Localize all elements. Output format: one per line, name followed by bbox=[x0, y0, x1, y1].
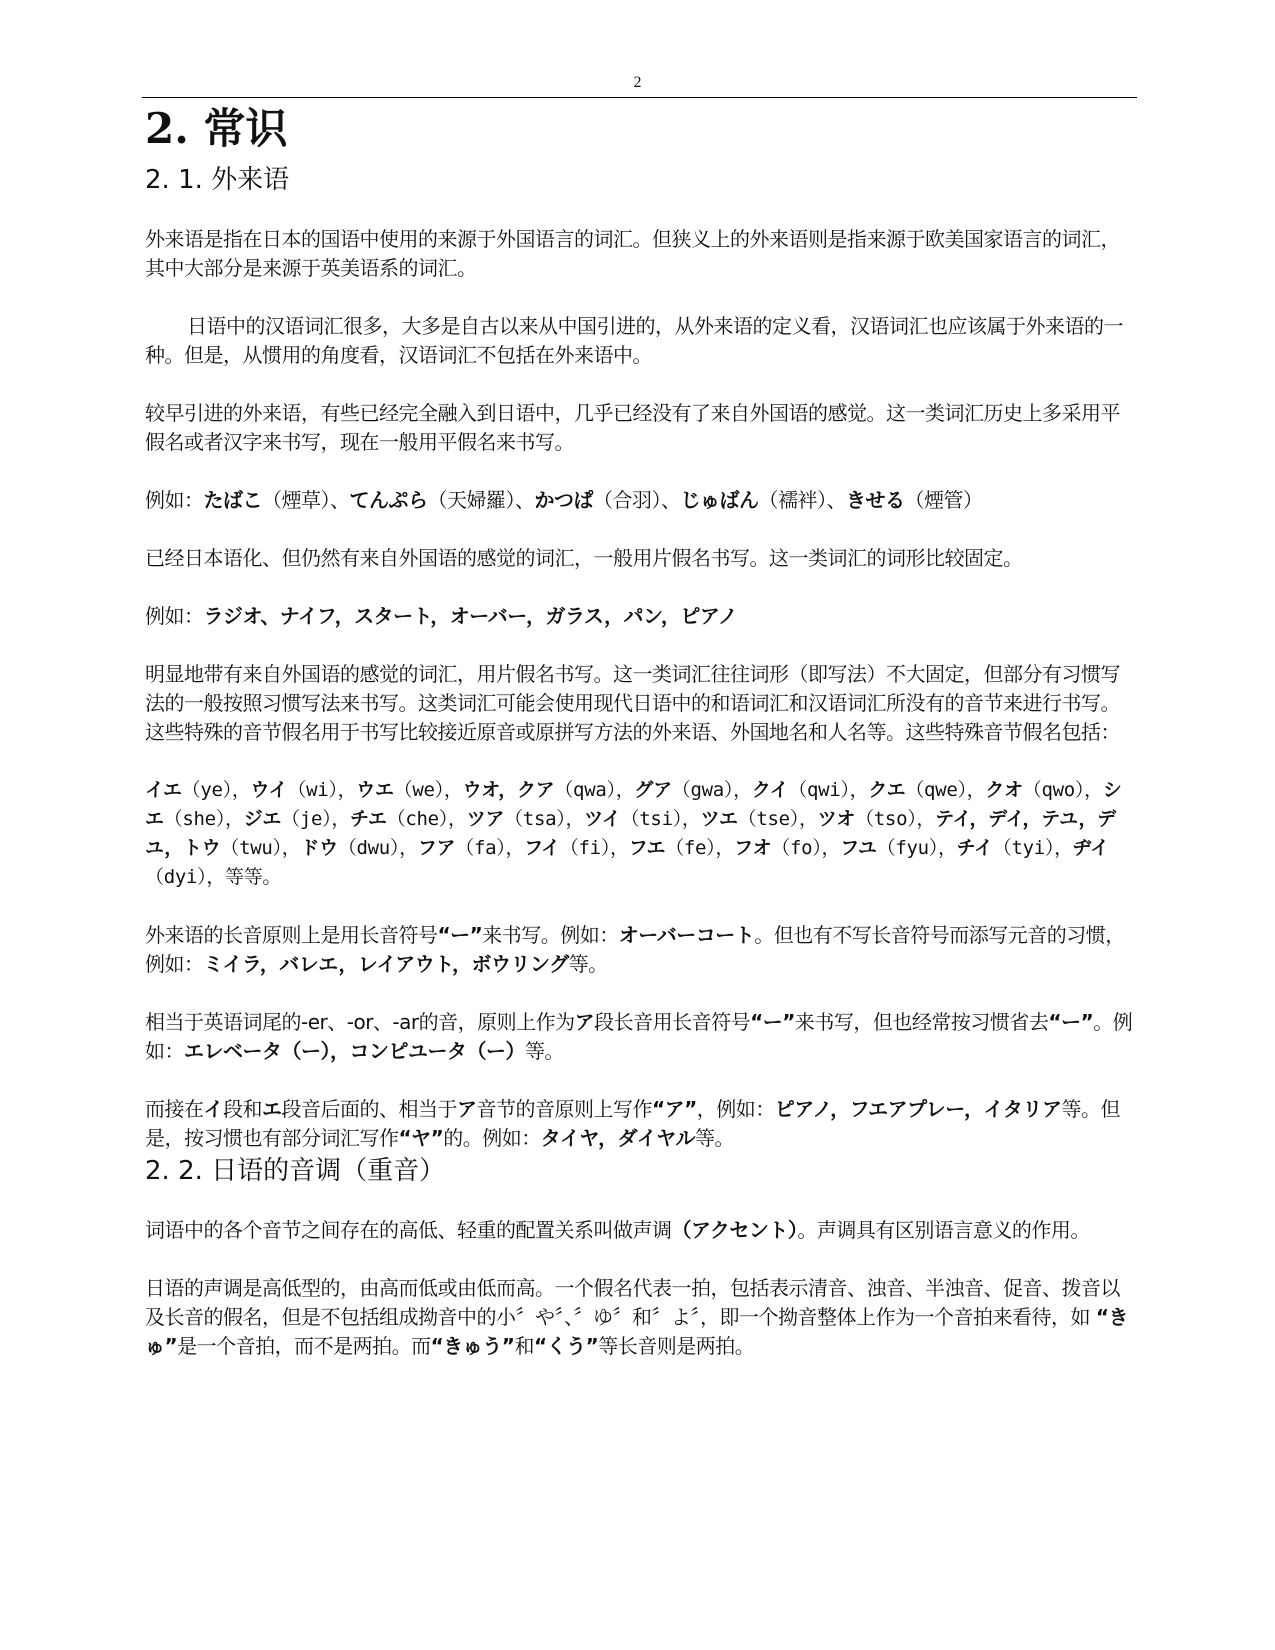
romaji: （dwu） bbox=[337, 837, 400, 859]
example-kanji: （合羽）、 bbox=[593, 488, 681, 512]
paragraph: 日语中的汉语词汇很多，大多是自古以来从中国引进的，从外来语的定义看，汉语词汇也应该属于外来语的一种。但是，从惯用的角度看，汉语词汇不包括在外来语中。 bbox=[145, 314, 1123, 367]
romaji: （qwe） bbox=[905, 779, 967, 801]
kana: フオ bbox=[734, 837, 772, 859]
text: 等。 bbox=[568, 952, 608, 976]
paragraph: 明显地带有来自外国语的感觉的词汇，用片假名书写。这一类词汇往往词形（即写法）不大固定，但部分有习惯写法的一般按照习惯写法来书写。这类词汇可能会使用现代日语中的和语词汇和汉语词汇所没有的音节来进行书写。这些特殊的音节假名用于书写比较接近原音或原拼写方法的外来语、外国地名和人名等。这些特殊音节假名包括： bbox=[145, 662, 1120, 744]
text: 是一个音拍，而不是两拍。而 bbox=[177, 1334, 431, 1358]
example-kanji: （煙草）、 bbox=[262, 488, 350, 512]
romaji: （tsa） bbox=[504, 808, 566, 830]
example-kanji: （襦袢）、 bbox=[758, 488, 846, 512]
example-katakana: ミイラ，バレエ，レイアウト，ボウリング bbox=[203, 952, 569, 976]
example-kana: たばこ bbox=[203, 488, 262, 512]
example-kana: かつぱ bbox=[534, 488, 593, 512]
example-kanji: （天婦羅）、 bbox=[427, 488, 535, 512]
kana: グア bbox=[634, 779, 672, 801]
example-kanji: （煙管） bbox=[904, 488, 983, 512]
kana: ア bbox=[574, 1010, 595, 1034]
romaji: （qwi） bbox=[788, 779, 850, 801]
kana: クエ bbox=[868, 779, 906, 801]
romaji: （wi） bbox=[287, 779, 338, 801]
text: 。例如： bbox=[145, 1010, 1133, 1063]
example-katakana: エレベータ（ー），コンピユータ（ー） bbox=[184, 1039, 525, 1063]
text: 相当于英语词尾的-er、-or、-ar的音，原则上作为 bbox=[145, 1010, 575, 1034]
romaji: （she） bbox=[163, 808, 226, 830]
kana: ツイ bbox=[584, 808, 621, 830]
romaji: （ye） bbox=[181, 779, 232, 801]
text: 来书写，但也经常按习惯省去 bbox=[794, 1010, 1049, 1034]
romaji: （fe） bbox=[665, 837, 716, 859]
romaji: （che） bbox=[386, 808, 448, 830]
kana: フユ bbox=[840, 837, 877, 859]
text: 词语中的各个音节之间存在的高低、轻重的配置关系叫做声调 bbox=[145, 1218, 672, 1242]
kana: フア bbox=[417, 837, 456, 859]
text: 段和 bbox=[223, 1097, 262, 1121]
text: 音节的音原则上写作 bbox=[476, 1097, 652, 1121]
romaji: （twu） bbox=[220, 837, 282, 859]
long-vowel-mark: “ー” bbox=[750, 1010, 795, 1034]
long-vowel-mark: “ー” bbox=[437, 923, 483, 947]
quoted-kana: “くう” bbox=[533, 1334, 599, 1358]
paragraph: 较早引进的外来语，有些已经完全融入到日语中，几乎已经没有了来自外国语的感觉。这一类词汇历史上多采用平假名或者汉字来书写，现在一般用平假名来书写。 bbox=[145, 401, 1120, 454]
example-katakana: タイヤ，ダイヤル bbox=[540, 1126, 695, 1150]
example-line-hiragana bbox=[145, 486, 1135, 515]
kana: ヂイ bbox=[1072, 837, 1109, 859]
romaji: （fa） bbox=[455, 837, 506, 859]
kana: ウエ bbox=[356, 779, 394, 801]
paragraph-accent bbox=[145, 1216, 1135, 1245]
kana: チエ bbox=[350, 808, 387, 830]
kana: フイ bbox=[524, 837, 560, 859]
kana: ウイ bbox=[250, 779, 288, 801]
kana: クオ bbox=[985, 779, 1023, 801]
document-body bbox=[145, 100, 1135, 1361]
romaji: （tso） bbox=[855, 808, 917, 830]
example-kana: じゅばん bbox=[680, 488, 759, 512]
romaji: （tyi） bbox=[992, 837, 1055, 859]
romaji: （fyu） bbox=[876, 837, 938, 859]
text: 等。但是，按习惯也有部分词汇写作 bbox=[145, 1097, 1120, 1150]
text: 等。 bbox=[525, 1039, 564, 1063]
header-rule bbox=[142, 97, 1137, 98]
example-label: 例如： bbox=[145, 488, 204, 512]
page-number: 2 bbox=[633, 74, 642, 91]
long-vowel-mark: “ー” bbox=[1048, 1010, 1094, 1034]
paragraph-long-vowel bbox=[145, 921, 1135, 979]
paragraph: 已经日本语化、但仍然有来自外国语的感觉的词汇，一般用片假名书写。这一类词汇的词形比较固定。 bbox=[145, 546, 1023, 570]
text: 段长音用长音符号 bbox=[594, 1010, 751, 1034]
romaji: （je） bbox=[281, 808, 332, 830]
paragraph-mora bbox=[145, 1274, 1135, 1361]
kana: ドウ bbox=[300, 837, 338, 859]
section-heading-pitch-accent: 2. 2. 日语的音调（重音） bbox=[145, 1156, 446, 1186]
special-kana-list: イエ（ye），ウイ（wi），ウエ（we），ウオ，クア（qwa），グア（gwa），クイ（qwi），クエ（qwe），クオ（qwo），シエ（she），ジエ（je），チエ（che），ツア（tsa），ツイ（tsi），ツエ（tse），ツオ（tso），テイ，デイ，テユ，デユ，トウ（twu），ドウ（dwu），フア（fa），フイ（fi），フエ（fe），フオ（fo），フユ（fyu），チイ（tyi），ヂイ（dyi），等等。 bbox=[145, 779, 1122, 888]
quoted-kana: “ア” bbox=[652, 1097, 697, 1121]
text: 来书写。例如： bbox=[482, 923, 619, 947]
kana: ア bbox=[457, 1097, 477, 1121]
romaji: （fi） bbox=[559, 837, 611, 859]
example-kana: てんぷら bbox=[349, 488, 428, 512]
kana: ジエ bbox=[243, 808, 282, 830]
paragraph: 外来语是指在日本的国语中使用的来源于外国语言的词汇。但狭义上的外来语则是指来源于欧美国家语言的词汇，其中大部分是来源于英美语系的词汇。 bbox=[145, 227, 1120, 280]
example-katakana: オーバーコート bbox=[618, 923, 755, 947]
kana: シエ bbox=[145, 779, 1122, 830]
romaji: （tse） bbox=[737, 808, 799, 830]
kana: クイ bbox=[751, 779, 789, 801]
text: 和 bbox=[514, 1334, 534, 1358]
romaji: （dyi） bbox=[145, 866, 207, 888]
romaji: （fo） bbox=[771, 837, 822, 859]
kana: ウオ，クア bbox=[462, 779, 555, 801]
romaji: （we） bbox=[393, 779, 444, 801]
list-tail: 等等。 bbox=[225, 866, 282, 888]
text: 等。 bbox=[695, 1126, 734, 1150]
paragraph-er-or-ar bbox=[145, 1008, 1135, 1066]
example-katakana: ラジオ、ナイフ，スタート，オーバー，ガラス，パン，ピアノ bbox=[203, 604, 738, 628]
text: 的。例如： bbox=[443, 1126, 541, 1150]
text: 。但也有不写长音符号而添写元音的习惯，例如： bbox=[145, 923, 1125, 976]
kana: テイ，デイ，テユ，デユ，トウ bbox=[145, 808, 1116, 859]
kana: ツオ bbox=[817, 808, 856, 830]
text: 。声调具有区别语言意义的作用。 bbox=[797, 1218, 1090, 1242]
romaji: （qwo） bbox=[1022, 779, 1085, 801]
example-line-katakana bbox=[145, 602, 1135, 631]
text: 等长音则是两拍。 bbox=[598, 1334, 755, 1358]
quoted-kana: “きゅう” bbox=[430, 1334, 515, 1358]
text: 段音后面的、相当于 bbox=[281, 1097, 457, 1121]
romaji: （tsi） bbox=[620, 808, 682, 830]
kana: ツエ bbox=[700, 808, 738, 830]
example-label: 例如： bbox=[145, 604, 204, 628]
text: ，例如： bbox=[696, 1097, 775, 1121]
example-katakana: （アクセント） bbox=[671, 1218, 798, 1242]
kana: フエ bbox=[628, 837, 666, 859]
text: 日语的声调是高低型的，由高而低或由低而高。一个假名代表一拍，包括表示清音、浊音、半浊音、促音、拨音以及长音的假名，但是不包括组成拗音中的小〞や〞、〞ゆ〞和〞よ〞，即一个拗音整体上作为一个音拍来看待，如 bbox=[145, 1276, 1120, 1329]
quoted-kana: “ヤ” bbox=[398, 1126, 444, 1150]
kana: チイ bbox=[956, 837, 993, 859]
kana: イ bbox=[203, 1097, 223, 1121]
romaji: （qwa） bbox=[554, 779, 616, 801]
text: 而接在 bbox=[145, 1097, 204, 1121]
paragraph-a-sound bbox=[145, 1095, 1135, 1153]
example-kana: きせる bbox=[846, 488, 905, 512]
example-katakana: ピアノ，フエアプレー，イタリア bbox=[774, 1097, 1062, 1121]
text: 外来语的长音原则上是用长音符号 bbox=[145, 923, 438, 947]
quoted-kana: “きゅ” bbox=[145, 1305, 1129, 1358]
chapter-title: 2. 常识 bbox=[145, 104, 288, 153]
section-heading-loanwords: 2. 1. 外来语 bbox=[145, 165, 290, 195]
kana: ツア bbox=[466, 808, 505, 830]
kana: エ bbox=[262, 1097, 282, 1121]
kana: イエ bbox=[145, 779, 182, 801]
romaji: （gwa） bbox=[671, 779, 734, 801]
